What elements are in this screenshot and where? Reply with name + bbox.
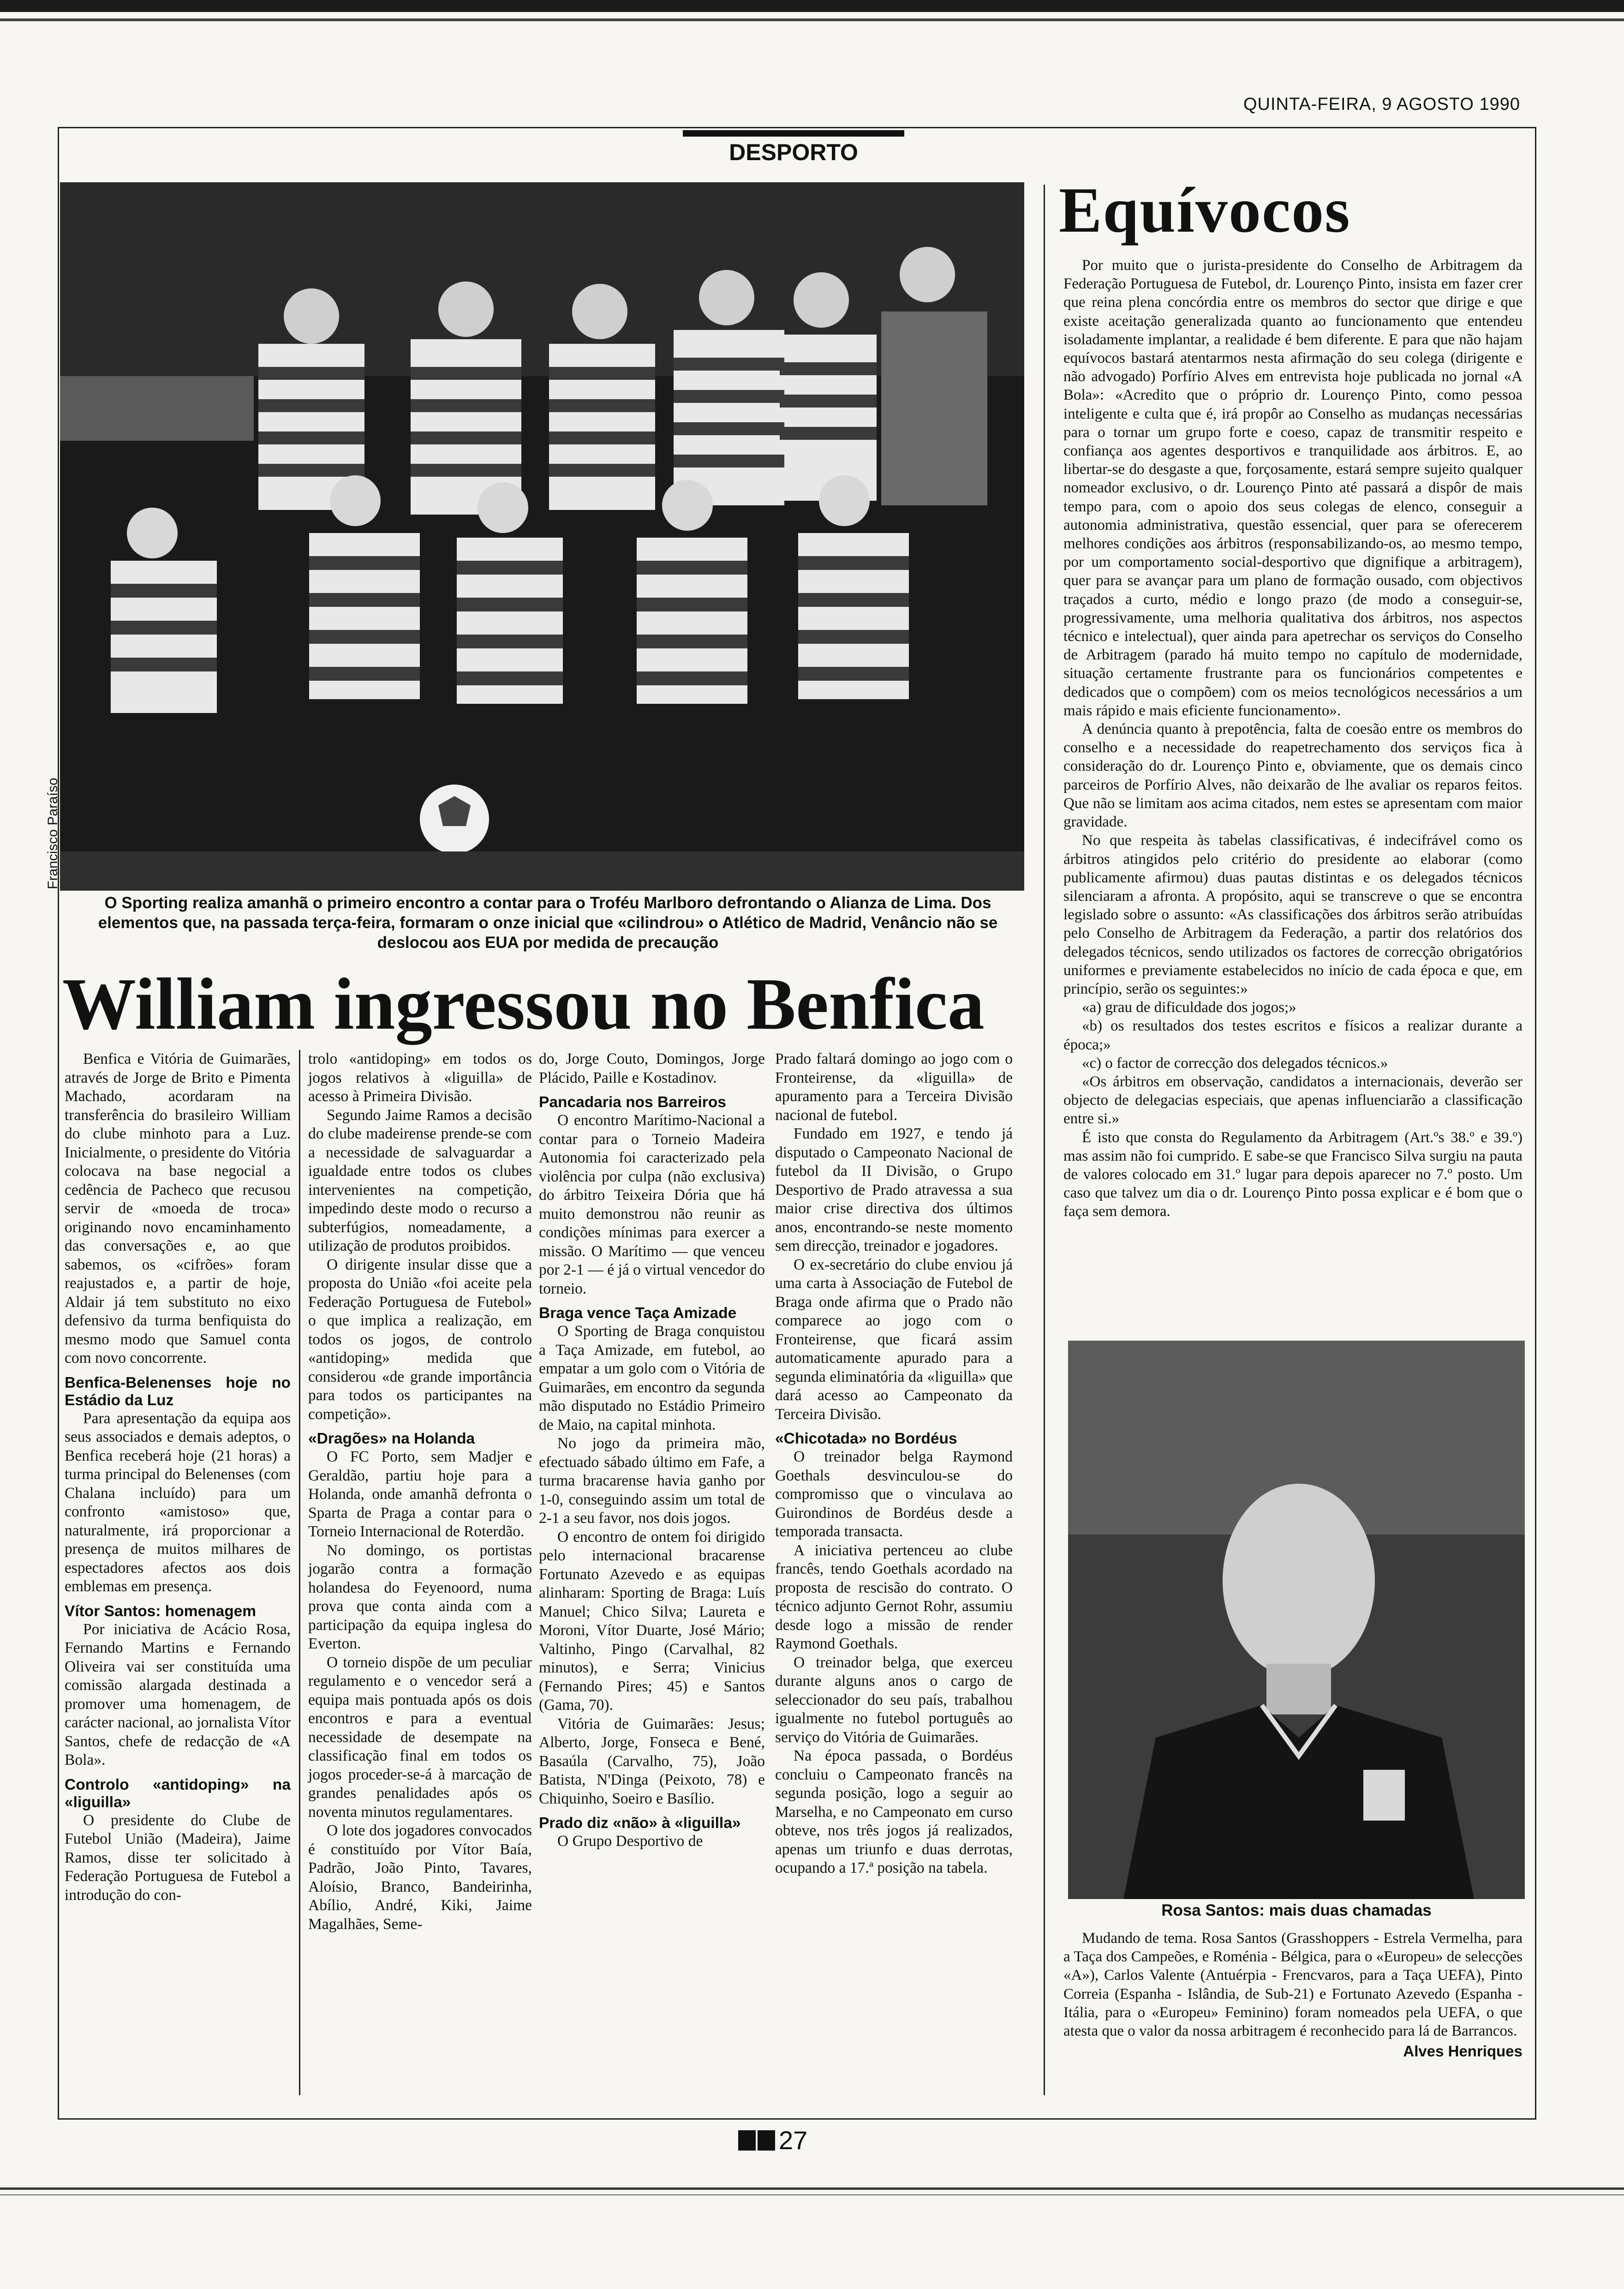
page-number: 27 xyxy=(779,2126,808,2155)
article-paragraph: do, Jorge Couto, Domingos, Jorge Plácido, Paille e Kostadinov. xyxy=(539,1050,765,1086)
article-paragraph: No jogo da primeira mão, efectuado sábado último em Fafe, a turma bracarense havia ganho por 1-0, conseguindo assim um total de 2-1 a seu favor, nos dois jogos. xyxy=(539,1435,765,1527)
top-border xyxy=(0,0,1624,12)
column-divider xyxy=(299,1050,300,2095)
bottom-border-thin xyxy=(0,2194,1624,2195)
article-paragraph: Por iniciativa de Acácio Rosa, Fernando Martins e Fernando Oliveira vai ser constituída uma comissão alargada destinada a promover uma homenagem, de carácter nacional, ao jornalista Vítor Santos, chefe de redacção de «A Bola». xyxy=(65,1620,291,1768)
article-paragraph: O Grupo Desportivo de xyxy=(557,1833,703,1850)
opinion-paragraph: «Os árbitros em observação, candidatos a internacionais, deverão ser objecto de delegacias especiais, que apenas influenciarão a classificação entre si.» xyxy=(1063,1073,1522,1127)
team-photo-caption: O Sporting realiza amanhã o primeiro encontro a contar para o Troféu Marlboro defrontando o Alianza de Lima. Dos elementos que, na passada terça-feira, formaram o onze inicial que «cilindrou» o Atlético de Madrid, Venâncio não se deslocou aos EUA por medida de precaução xyxy=(98,894,998,952)
article-paragraph: O lote dos jogadores convocados é constituído por Vítor Baía, Padrão, João Pinto, Tavares, Aloísio, Branco, Bandeirinha, Abílio, André, Kiki, Jaime Magalhães, Seme- xyxy=(308,1822,532,1933)
article-paragraph: O treinador belga, que exerceu durante alguns anos o cargo de seleccionador do seu país, trabalhou igualmente no futebol português ao serviço do Vitória de Guimarães. xyxy=(775,1654,1013,1746)
opinion-paragraph: No que respeita às tabelas classificativas, é indecifrável como os árbitros atingidos pelo critério do presidente ao elaborar (como publicamente afirmou) duas pautas distintas e os delegados técnicos silenciaram a afronta. A propósito, aqui se transcreve o que se encontra legislado sobre o assunto: «As classificações dos árbitros serão atribuídas pelo Conselho de Arbitragem da Federação, a partir dos relatórios dos delegados técnicos, sendo utilizados os factores de correcção obrigatórios uniformes e previamente estabelecidos no início de cada época e que, em princípio, serão os seguintes:» xyxy=(1063,832,1522,997)
opinion-title: Equívocos xyxy=(1059,174,1351,246)
subheading: Pancadaria nos Barreiros xyxy=(539,1094,726,1111)
subheading: Prado diz «não» à «liguilla» xyxy=(539,1815,741,1832)
opinion-paragraph: «c) o factor de correcção dos delegados técnicos.» xyxy=(1082,1055,1388,1072)
bottom-border xyxy=(0,2187,1624,2190)
article-paragraph: O encontro de ontem foi dirigido pelo internacional bracarense Fortunato Azevedo e as equipas alinharam: Sporting de Braga: Luís Manuel; Chico Silva; Laureta e Moroni, Vítor Duarte, José Mário; Valtinho, Pingo (Carvalhal, 82 minutos), e Serra; Vinicius (Fernando Pires; 45) e Santos (Gama, 70). xyxy=(539,1528,765,1714)
opinion-paragraph: «a) grau de dificuldade dos jogos;» xyxy=(1082,999,1296,1016)
page-folio xyxy=(738,2125,877,2153)
article-paragraph: O FC Porto, sem Madjer e Geraldão, partiu hoje para a Holanda, onde amanhã defronta o Sparta de Praga a contar para o Torneio Internacional de Roterdão. xyxy=(308,1448,532,1540)
article-paragraph: O Sporting de Braga conquistou a Taça Amizade, em futebol, ao empatar a um golo com o Vitória de Guimarães, em encontro da segunda mão disputado no Estádio Primeiro de Maio, na capital minhota. xyxy=(539,1323,765,1433)
opinion-paragraph: «b) os resultados dos testes escritos e físicos a realizar durante a época;» xyxy=(1063,1018,1522,1053)
opinion-paragraph: A denúncia quanto à prepotência, falta de coesão entre os membros do conselho e a necessidade do reapetrechamento dos serviços fica à consideração do dr. Lourenço Pinto e, obviamente, que os demais cinco parceiros de Porfírio Alves, não deixarão de lhe avaliar os reparos feitos. Que não se limitam aos acima citados, nem estes se apresentam com maior gravidade. xyxy=(1063,721,1522,831)
referee-photo-illustration xyxy=(1068,1341,1525,1899)
article-paragraph: Benfica e Vitória de Guimarães, através de Jorge de Brito e Pimenta Machado, acordaram na transferência do brasileiro William do clube minhoto para a Luz. Inicialmente, o presidente do Vitória colocava na base negocial a cedência de Pacheco que recusou servir de «moeda de troca» originando novo encaminhamento das conversações e, ao que sabemos, os «cifrões» foram reajustados e, a partir de hoje, Aldair já tem substituto no eixo defensivo da turma benfiquista do mesmo modo que Samuel conta com novo concorrente. xyxy=(65,1050,291,1366)
subheading: Benfica-Belenenses hoje no Estádio da Luz xyxy=(65,1374,291,1409)
main-headline: William ingressou no Benfica xyxy=(62,963,985,1045)
article-paragraph: No domingo, os portistas jogarão contra a formação holandesa do Feyenoord, numa prova que conta ainda com a participação da equipa inglesa do Everton. xyxy=(308,1541,532,1652)
opinion-column-ending xyxy=(1063,1929,1522,2061)
article-paragraph: O ex-secretário do clube enviou já uma carta à Associação de Futebol de Braga onde afirma que o Prado não comparece ao jogo com o Fronteirense, que ficará assim automaticamente apurado para a segunda eliminatória da «liguilla» que dará acesso ao Campeonato da Terceira Divisão. xyxy=(775,1256,1013,1423)
article-paragraph: Fundado em 1927, e tendo já disputado o Campeonato Nacional de futebol da II Divisão, o Grupo Desportivo de Prado atravessa a sua maior crise directiva dos últimos anos, encontrando-se neste momento sem direcção, treinador e jogadores. xyxy=(775,1125,1013,1254)
article-paragraph: trolo «antidoping» em todos os jogos relativos à «liguilla» de acesso à Primeira Divisão. xyxy=(308,1050,532,1105)
dateline: QUINTA-FEIRA, 9 AGOSTO 1990 xyxy=(1243,95,1520,114)
photo-credit: Francisco Paraíso xyxy=(45,778,60,889)
subheading: Vítor Santos: homenagem xyxy=(65,1602,257,1620)
subheading: «Chicotada» no Bordéus xyxy=(775,1430,957,1447)
referee-photo-caption: Rosa Santos: mais duas chamadas xyxy=(1161,1901,1432,1919)
article-paragraph: A iniciativa pertenceu ao clube francês, tendo Goethals acordado na proposta de rescisão do contrato. O técnico adjunto Gernot Rohr, assumiu desde logo a missão de render Raymond Goethals. xyxy=(775,1541,1013,1652)
subheading: «Dragões» na Holanda xyxy=(308,1430,475,1447)
subheading: Controlo «antidoping» na «liguilla» xyxy=(65,1776,291,1811)
team-photo-illustration xyxy=(60,182,1024,891)
article-paragraph: O encontro Marítimo-Nacional a contar para o Torneio Madeira Autonomia foi caracterizado pela violência por culpa (não exclusiva) do árbitro Teixeira Dória que há muito demonstrou não reunir as condições mínimas para exercer a missão. O Marítimo — que venceu por 2-1 — é já o virtual vencedor do torneio. xyxy=(539,1112,765,1297)
opinion-paragraph: Por muito que o jurista-presidente do Conselho de Arbitragem da Federação Portuguesa de Futebol, dr. Lourenço Pinto, insista em fazer crer que reina plena concórdia entre os membros do sector que dirige e que existe aceitação generalizada quanto ao funcionamento que entendeu isoladamente implantar, a realidade é bem diferente. E para que não hajam equívocos bastará atentarmos nesta afirmação do seu colega (dirigente e não advogado) Porfírio Alves em entrevista hoje publicada no jornal «A Bola»: «Acredito que o próprio dr. Lourenço Pinto, como pessoa inteligente e culta que é, irá propôr ao Conselho as mudanças necessárias para o tornar um grupo forte e coeso, capaz de transmitir respeito e confiança aos agentes desportivos e tranquilidade aos árbitros. E, ao libertar-se do desgaste a que, forçosamente, estará sempre sujeito qualquer nomeador exclusivo, o dr. Lourenço Pinto até passará a dispôr de mais tempo para, com o apoio dos seus colegas de elenco, conseguir a autonomia administrativa, questão essencial, quer para se oferecerem melhores condições aos árbitros (responsabilizando-os, ao mesmo tempo, por um comportamento social-desportivo que dignifique a arbitragem), quer para se avançar para um plano de formação ousado, com objectivos traçados a curto, médio e longo prazo (de modo a conseguir-se, progressivamente, uma melhoria qualitativa dos árbitros, nos aspectos técnico e intelectual), quer ainda para apetrechar os serviços do Conselho de Arbitragem (parado há muito tempo no capítulo de modernidade, situação certamente frustrante para os funcionários competentes e dedicados que o compõem) com os meios tecnológicos necessários a um mais rápido e mais eficiente funcionamento». xyxy=(1063,257,1522,719)
right-column-divider xyxy=(1044,185,1045,2095)
subheading: Braga vence Taça Amizade xyxy=(539,1305,737,1322)
author-signature: Alves Henriques xyxy=(1403,2043,1522,2060)
section-label: DESPORTO xyxy=(683,130,904,168)
article-paragraph: O treinador belga Raymond Goethals desvinculou-se do compromisso que o vinculava ao Guirondinos de Bordéus desde a temporada transacta. xyxy=(775,1448,1013,1540)
article-paragraph: O presidente do Clube de Futebol União (Madeira), Jaime Ramos, disse ter solicitado à Federação Portuguesa de Futebol a introdução do con- xyxy=(65,1811,291,1904)
top-border-thin xyxy=(0,18,1624,21)
article-column-1 xyxy=(65,1050,291,1905)
article-column-3 xyxy=(539,1050,765,1851)
article-paragraph: Para apresentação da equipa aos seus associados e demais adeptos, o Benfica receberá hoje (21 horas) a turma principal do Belenenses (com Chalana incluído) para um confronto «amistoso» que, naturalmente, irá proporcionar a presença de muitos milhares de espectadores afectos aos dois emblemas em presença. xyxy=(65,1409,291,1595)
badge-icon xyxy=(1363,1770,1405,1821)
article-paragraph: Vitória de Guimarães: Jesus; Alberto, Jorge, Fonseca e Bené, Basaúla (Carvalho, 75), João Batista, N'Dinga (Peixoto, 78) e Chiquinho, Soeiro e Basílio. xyxy=(539,1715,765,1807)
opinion-column xyxy=(1063,256,1522,1221)
opinion-paragraph: É isto que consta do Regulamento da Arbitragem (Art.ºs 38.º e 39.º) mas assim não foi cumprido. E sabe-se que Francisco Silva surgiu na pauta de valores colocado em 31.º lugar para depois aparecer no 7.º posto. Um caso que talvez um dia o dr. Lourenço Pinto possa explicar e é bom que o faça sem demora. xyxy=(1063,1129,1522,1220)
referee-photo xyxy=(1068,1341,1525,1899)
article-paragraph: O torneio dispõe de um peculiar regulamento e o vencedor será a equipa mais pontuada após os dois encontros e para a eventual necessidade de desempate na classificação final em todos os jogos proceder-se-á à marcação de grandes penalidades após os noventa minutos regulamentares. xyxy=(308,1654,532,1821)
article-paragraph: O dirigente insular disse que a proposta do União «foi aceite pela Federação Portuguesa de Futebol» o que implica a realização, em todos os jogos, de controlo «antidoping» medida que considerou «de grande importância para todos os participantes na competição». xyxy=(308,1256,532,1423)
newspaper-logo-icon-2 xyxy=(758,2130,775,2151)
article-paragraph: Prado faltará domingo ao jogo com o Fronteirense, da «liguilla» de apuramento para a Terceira Divisão nacional de futebol. xyxy=(775,1050,1013,1124)
article-column-2 xyxy=(308,1050,532,1934)
newspaper-logo-icon xyxy=(738,2130,756,2151)
article-paragraph: Segundo Jaime Ramos a decisão do clube madeirense prende-se com a necessidade de salvaguardar a igualdade entre todos os clubes intervenientes na competição, impedindo deste modo o recurso a subterfúgios, nomeadamente, a utilização de produtos proibidos. xyxy=(308,1106,532,1254)
team-photo xyxy=(60,182,1024,891)
article-paragraph: Na época passada, o Bordéus concluiu o Campeonato francês na segunda posição, logo a seguir ao Marselha, e no Campeonato em curso obteve, nos três jogos já realizados, apenas um triunfo e duas derrotas, ocupando a 17.ª posição na tabela. xyxy=(775,1747,1013,1876)
article-column-4 xyxy=(775,1050,1013,1878)
opinion-paragraph: Mudando de tema. Rosa Santos (Grasshoppers - Estrela Vermelha, para a Taça dos Campeões, e Roménia - Bélgica, para o «Europeu» de selecções «A»), Carlos Valente (Antuérpia - Frencvaros, para a Taça UEFA), Pinto Correia (Espanha - Islândia, de Sub-21) e Fortunato Azevedo (Espanha - Itália, para o «Europeu» Feminino) foram nomeados pela UEFA, o que atesta que o valor da nossa arbitragem é reconhecido para lá de Barrancos. xyxy=(1063,1930,1522,2040)
